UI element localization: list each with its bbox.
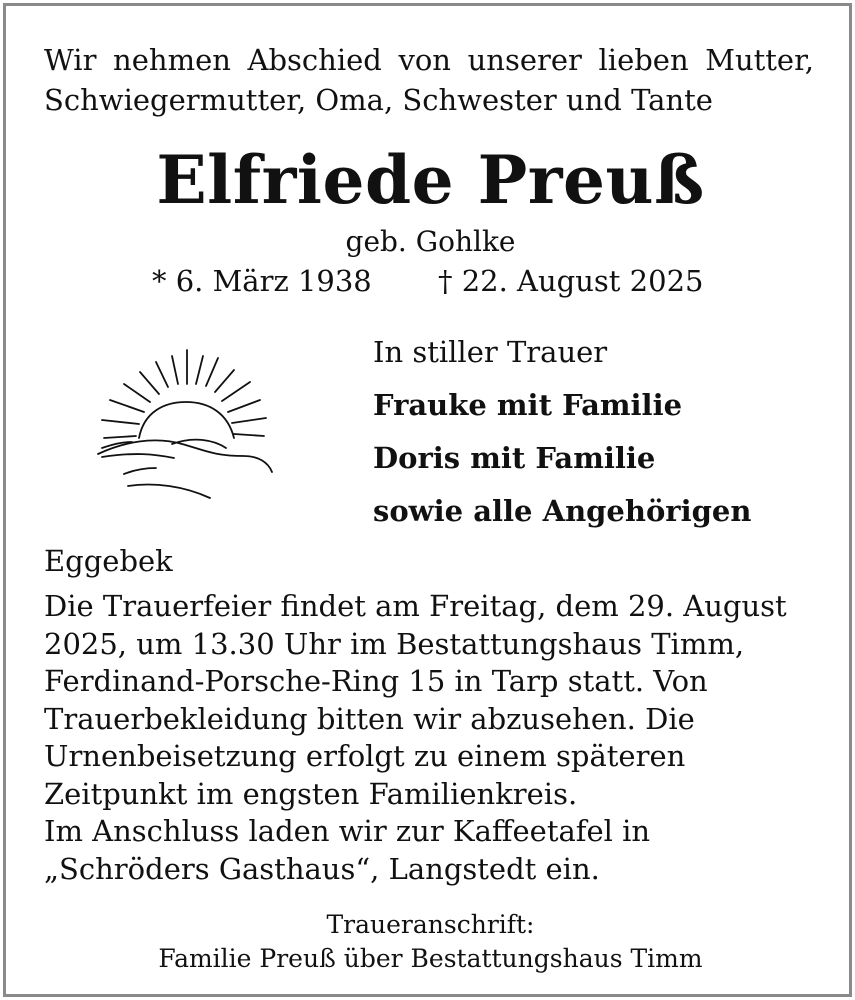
mourners-block [373, 326, 833, 538]
mourner-line: Frauke mit Familie [373, 388, 683, 422]
mourners-heading: In stiller Trauer [373, 335, 608, 369]
birth-name: geb. Gohlke [345, 225, 516, 258]
mourner-line: sowie alle Angehörigen [373, 494, 752, 528]
birth-date: * 6. März 1938 [152, 264, 372, 298]
mourner-line: Doris mit Familie [373, 441, 656, 475]
obituary-notice [3, 3, 852, 997]
invitation-text: Im Anschluss laden wir zur Kaffeetafel in „Schröders Gasthaus“, Langstedt ein. [44, 814, 651, 886]
place-name: Eggebek [44, 544, 173, 578]
address-label: Traueranschrift: [326, 910, 535, 939]
sunset-hills-icon [94, 344, 279, 504]
intro-text: Wir nehmen Abschied von unserer lieben Mutter, Schwiegermutter, Oma, Schwester und Tante [44, 43, 814, 117]
funeral-details [44, 588, 814, 888]
ceremony-text: Die Trauerfeier findet am Freitag, dem 29. August 2025, um 13.30 Uhr im Bestattungshaus Timm, Ferdinand-Porsche-Ring 15 in Tarp statt. Von Trauerbekleidung bitten wir abzusehen. Die Urnenbeisetzung erfolgt zu einem späteren Zeitpunkt im engsten Familienkreis. [44, 589, 787, 811]
mourning-address [6, 908, 852, 976]
address-value: Familie Preuß über Bestattungshaus Timm [158, 944, 703, 973]
death-date: † 22. August 2025 [438, 264, 704, 298]
deceased-name: Elfriede Preuß [156, 141, 705, 219]
